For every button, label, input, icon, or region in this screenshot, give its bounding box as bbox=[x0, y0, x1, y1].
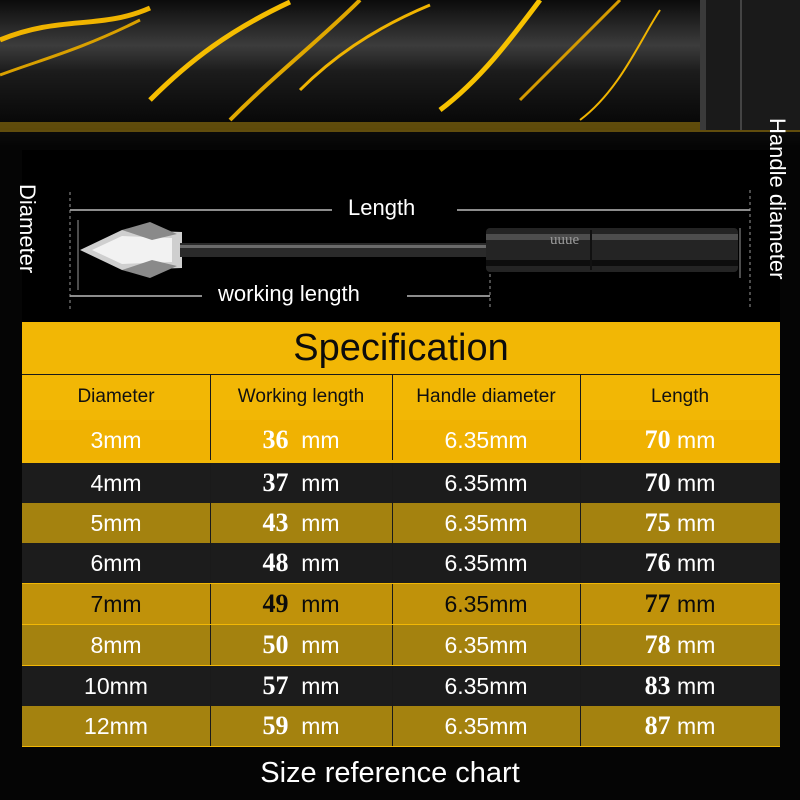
working-length-value: 50 bbox=[262, 630, 289, 659]
length-value: 70 bbox=[644, 468, 671, 497]
cell-working-length bbox=[210, 706, 392, 746]
unit-label: mm bbox=[294, 550, 340, 576]
cell-length bbox=[580, 625, 780, 665]
column-divider bbox=[580, 543, 581, 583]
column-divider bbox=[210, 463, 211, 503]
working-length-value: 59 bbox=[262, 711, 289, 740]
column-divider bbox=[392, 463, 393, 503]
drill-bit-photo-banner bbox=[0, 0, 800, 145]
unit-label: mm bbox=[677, 673, 716, 699]
cell-working-length bbox=[210, 420, 392, 460]
column-divider bbox=[210, 503, 211, 543]
working-length-value: 48 bbox=[262, 548, 289, 577]
working-length-value: 49 bbox=[262, 589, 289, 618]
unit-label: mm bbox=[677, 550, 716, 576]
table-row bbox=[22, 625, 780, 665]
cell-length bbox=[580, 706, 780, 746]
cell-handle-diameter: 6.35mm bbox=[444, 510, 528, 536]
column-divider bbox=[210, 420, 211, 460]
header-working-length: Working length bbox=[237, 386, 365, 407]
column-divider bbox=[580, 666, 581, 706]
table-row bbox=[22, 503, 780, 543]
cell-diameter: 12mm bbox=[84, 713, 148, 739]
header-divider bbox=[580, 374, 581, 420]
spec-title: Specification bbox=[293, 327, 509, 369]
length-value: 83 bbox=[644, 671, 671, 700]
cell-length bbox=[580, 584, 780, 624]
header-diameter: Diameter bbox=[77, 386, 155, 407]
cell-length bbox=[580, 543, 780, 583]
cell-diameter: 8mm bbox=[90, 632, 142, 658]
cell-handle-diameter: 6.35mm bbox=[444, 673, 528, 699]
diameter-label: Diameter bbox=[15, 184, 40, 274]
unit-label: mm bbox=[294, 673, 340, 699]
column-divider bbox=[580, 420, 581, 460]
column-divider bbox=[392, 584, 393, 624]
cell-handle-diameter: 6.35mm bbox=[444, 713, 528, 739]
cell-working-length bbox=[210, 463, 392, 503]
length-value: 78 bbox=[644, 630, 671, 659]
column-divider bbox=[392, 503, 393, 543]
length-label: Length bbox=[348, 195, 416, 220]
cell-working-length bbox=[210, 666, 392, 706]
cell-handle-diameter: 6.35mm bbox=[444, 550, 528, 576]
table-row bbox=[22, 706, 780, 746]
length-value: 87 bbox=[644, 711, 671, 740]
cell-length bbox=[580, 420, 780, 460]
column-divider bbox=[392, 420, 393, 460]
table-row bbox=[22, 463, 780, 503]
length-value: 70 bbox=[644, 425, 671, 454]
dimension-diagram bbox=[15, 118, 790, 322]
unit-label: mm bbox=[677, 591, 716, 617]
cell-diameter: 5mm bbox=[90, 510, 142, 536]
working-length-value: 37 bbox=[262, 468, 289, 497]
column-divider bbox=[392, 625, 393, 665]
unit-label: mm bbox=[677, 632, 716, 658]
table-row bbox=[22, 666, 780, 706]
column-divider bbox=[392, 543, 393, 583]
column-divider bbox=[210, 584, 211, 624]
unit-label: mm bbox=[294, 427, 340, 453]
unit-label: mm bbox=[294, 713, 340, 739]
handle-diameter-label: Handle diameter bbox=[765, 118, 790, 280]
header-divider bbox=[210, 374, 211, 420]
drill-bit-dimension-drawing bbox=[22, 150, 780, 322]
cell-diameter: 7mm bbox=[90, 591, 142, 617]
unit-label: mm bbox=[294, 510, 340, 536]
caption: Size reference chart bbox=[260, 757, 520, 789]
column-divider bbox=[580, 584, 581, 624]
cell-working-length bbox=[210, 543, 392, 583]
table-row bbox=[22, 543, 780, 583]
shank-marking: uuue bbox=[550, 232, 580, 248]
column-divider bbox=[580, 503, 581, 543]
length-value: 76 bbox=[644, 548, 671, 577]
working-length-label: working length bbox=[218, 281, 360, 306]
working-length-value: 57 bbox=[262, 671, 289, 700]
drill-bit-illustration bbox=[0, 0, 800, 145]
column-divider bbox=[392, 706, 393, 746]
cell-length bbox=[580, 463, 780, 503]
cell-handle-diameter: 6.35mm bbox=[444, 470, 528, 496]
unit-label: mm bbox=[677, 470, 716, 496]
cell-diameter: 6mm bbox=[90, 550, 142, 576]
cell-working-length bbox=[210, 584, 392, 624]
cell-length bbox=[580, 503, 780, 543]
length-value: 75 bbox=[644, 508, 671, 537]
unit-label: mm bbox=[294, 632, 340, 658]
header-handle-diameter: Handle diameter bbox=[416, 386, 556, 407]
cell-handle-diameter: 6.35mm bbox=[444, 632, 528, 658]
cell-diameter: 4mm bbox=[90, 470, 142, 496]
column-divider bbox=[210, 543, 211, 583]
cell-length bbox=[580, 666, 780, 706]
cell-handle-diameter: 6.35mm bbox=[444, 591, 528, 617]
cell-handle-diameter: 6.35mm bbox=[444, 427, 528, 453]
cell-diameter: 10mm bbox=[84, 673, 148, 699]
header-divider bbox=[392, 374, 393, 420]
table-row bbox=[22, 420, 780, 460]
column-divider bbox=[210, 706, 211, 746]
unit-label: mm bbox=[677, 510, 716, 536]
cell-diameter: 3mm bbox=[90, 427, 142, 453]
unit-label: mm bbox=[677, 427, 716, 453]
working-length-value: 36 bbox=[262, 425, 289, 454]
cell-working-length bbox=[210, 625, 392, 665]
column-divider bbox=[580, 706, 581, 746]
unit-label: mm bbox=[294, 591, 340, 617]
column-divider bbox=[580, 463, 581, 503]
column-divider bbox=[580, 625, 581, 665]
unit-label: mm bbox=[294, 470, 340, 496]
unit-label: mm bbox=[677, 713, 716, 739]
table-row bbox=[22, 584, 780, 624]
column-divider bbox=[210, 666, 211, 706]
header-length: Length bbox=[650, 386, 710, 407]
cell-working-length bbox=[210, 503, 392, 543]
working-length-value: 43 bbox=[262, 508, 289, 537]
column-divider bbox=[210, 625, 211, 665]
length-value: 77 bbox=[644, 589, 671, 618]
column-divider bbox=[392, 666, 393, 706]
